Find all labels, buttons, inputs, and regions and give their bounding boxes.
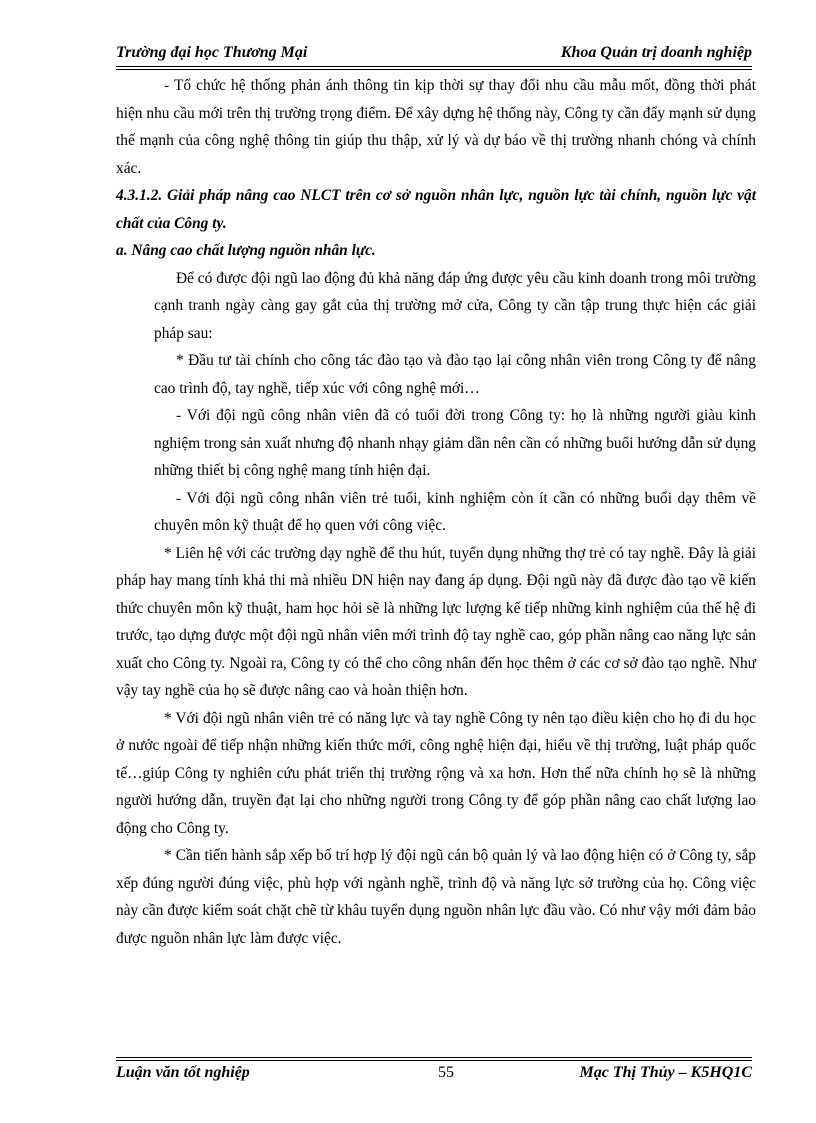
paragraph-training-investment: * Đầu tư tài chính cho công tác đào tạo và đào tạo lại công nhân viên trong Công ty để nâng cao trình độ, tay nghề, tiếp xúc với công nghệ mới… xyxy=(154,352,756,397)
page-footer xyxy=(116,1064,752,1088)
paragraph-study-abroad: * Với đội ngũ nhân viên trẻ có năng lực và tay nghề Công ty nên tạo điều kiện cho họ đi du học ở nước ngoài để tiếp nhận những kiến thức mới, công nghệ hiện đại, hiểu về thị trường, luật pháp quốc tế…giúp Công ty nghiên cứu phát triển thị trường rộng và xa hơn. Hơn thế nữa chính họ sẽ là những người hướng dẫn, truyền đạt lại cho những người trong Công ty để góp phần nâng cao chất lượng lao động cho Công ty. xyxy=(116,709,756,837)
footer-author: Mạc Thị Thủy – K5HQ1C xyxy=(579,1064,752,1081)
paragraph-intro: Để có được đội ngũ lao động đủ khả năng đáp ứng được yêu cầu kinh doanh trong môi trường cạnh tranh ngày càng gay gắt của thị trường mở cửa, Công ty cần tập trung thực hiện các giải pháp sau: xyxy=(154,269,756,342)
footer-thesis: Luận văn tốt nghiệp xyxy=(116,1064,250,1081)
paragraph-young-staff: - Với đội ngũ công nhân viên trẻ tuổi, kinh nghiệm còn ít cần có những buổi dạy thêm về chuyên môn kỹ thuật để họ quen với công việc. xyxy=(154,489,756,534)
paragraph-info-system: - Tổ chức hệ thống phản ánh thông tin kịp thời sự thay đổi nhu cầu mẫu mốt, đồng thời phát hiện nhu cầu mới trên thị trường trọng điểm. Để xây dựng hệ thống này, Công ty cần đẩy mạnh sử dụng thế mạnh của công nghệ thông tin giúp thu thập, xử lý và dự báo về thị trường nhanh chóng và chính xác. xyxy=(116,77,756,177)
subheading-a: a. Nâng cao chất lượng nguồn nhân lực. xyxy=(116,242,376,259)
paragraph-arrangement: * Cần tiến hành sắp xếp bố trí hợp lý đội ngũ cán bộ quản lý và lao động hiện có ở Công ty, sắp xếp đúng người đúng việc, phù hợp với ngành nghề, trình độ và năng lực sở trường của họ. Công việc này cần được kiểm soát chặt chẽ từ khâu tuyển dụng nguồn nhân lực đầu vào. Có như vậy mới đảm bảo được nguồn nhân lực làm được việc. xyxy=(116,847,756,947)
page-body xyxy=(116,72,756,952)
page-header xyxy=(116,44,752,68)
page-number: 55 xyxy=(438,1064,454,1081)
paragraph-older-staff: - Với đội ngũ công nhân viên đã có tuổi đời trong Công ty: họ là những người giàu kinh nghiệm trong sản xuất nhưng độ nhanh nhạy giảm dần nên cần có những buổi hướng dẫn sử dụng những thiết bị công nghệ mang tính hiện đại. xyxy=(154,407,756,479)
footer-rule xyxy=(116,1057,752,1061)
header-school: Trường đại học Thương Mại xyxy=(116,44,308,61)
section-heading-4-3-1-2: 4.3.1.2. Giải pháp nâng cao NLCT trên cơ sở nguồn nhân lực, nguồn lực tài chính, nguồn lực vật chất của Công ty. xyxy=(116,187,756,232)
header-faculty: Khoa Quản trị doanh nghiệp xyxy=(560,44,752,61)
header-rule xyxy=(116,66,752,70)
paragraph-vocational-schools: * Liên hệ với các trường dạy nghề để thu hút, tuyển dụng những thợ trẻ có tay nghề. Đây là giải pháp hay mang tính khả thi mà nhiều DN hiện nay đang áp dụng. Đội ngũ này đã được đào tạo về kiến thức chuyên môn kỹ thuật, ham học hỏi sẽ là những lực lượng kế tiếp những kinh nghiệm của thế hệ đi trước, tạo dựng được một đội ngũ nhân viên mới trình độ tay nghề cao, góp phần nâng cao năng lực sản xuất cho Công ty. Ngoài ra, Công ty có thể cho công nhân đến học thêm ở các cơ sở đào tạo nghề. Như vậy tay nghề của họ sẽ được nâng cao và hoàn thiện hơn. xyxy=(116,544,756,699)
